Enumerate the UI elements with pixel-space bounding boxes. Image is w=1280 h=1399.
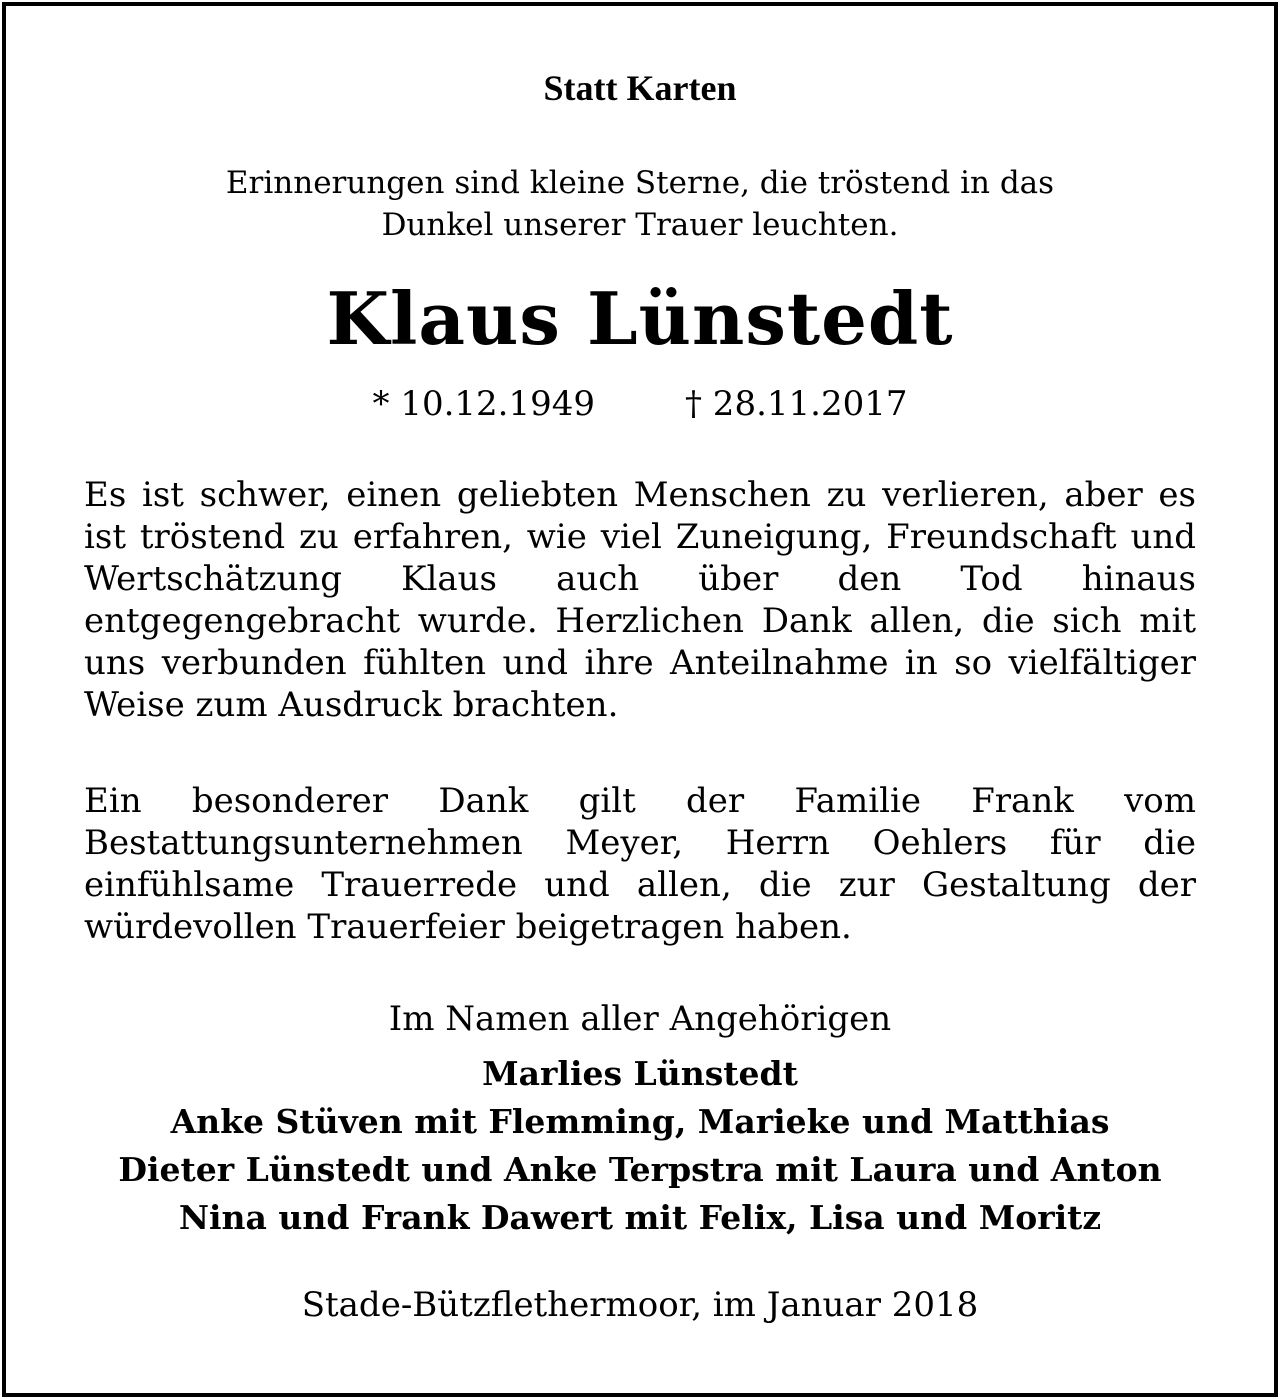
quote-line: Dunkel unserer Trauer leuchten. — [381, 207, 899, 243]
life-dates — [84, 380, 1196, 428]
signer-line: Nina und Frank Dawert mit Felix, Lisa und Moritz — [178, 1198, 1102, 1237]
death-date: † 28.11.2017 — [685, 384, 908, 424]
memorial-quote — [84, 162, 1196, 246]
quote-line: Erinnerungen sind kleine Sterne, die tröstend in das — [225, 165, 1055, 201]
birth-date: * 10.12.1949 — [372, 384, 595, 424]
signer-line: Dieter Lünstedt und Anke Terpstra mit Laura und Anton — [118, 1150, 1162, 1189]
special-thanks-paragraph: Ein besonderer Dank gilt der Familie Frank vom Bestattungsunternehmen Meyer, Herrn Oehlers für die einfühlsame Trauerrede und allen, die zur Gestaltung der würdevollen Trauerfeier beigetragen haben. — [84, 781, 1196, 947]
signer-line: Marlies Lünstedt — [482, 1054, 798, 1093]
signer-line: Anke Stüven mit Flemming, Marieke und Matthias — [170, 1102, 1110, 1141]
notice-heading: Statt Karten — [543, 68, 737, 108]
place-and-date: Stade-Bützflethermoor, im Januar 2018 — [301, 1285, 979, 1325]
closing-line: Im Namen aller Angehörigen — [388, 999, 892, 1039]
deceased-name: Klaus Lünstedt — [326, 276, 954, 361]
thanks-paragraph: Es ist schwer, einen geliebten Menschen zu verlieren, aber es ist tröstend zu erfahren, wie viel Zuneigung, Freundschaft und Wertschätzung Klaus auch über den Tod hinaus entgegengebracht wurde. Herzlichen Dank allen, die sich mit uns verbunden fühlten und ihre Anteilnahme in so vielfältiger Weise zum Ausdruck brachten. — [84, 475, 1196, 725]
signers-list — [84, 1050, 1196, 1242]
